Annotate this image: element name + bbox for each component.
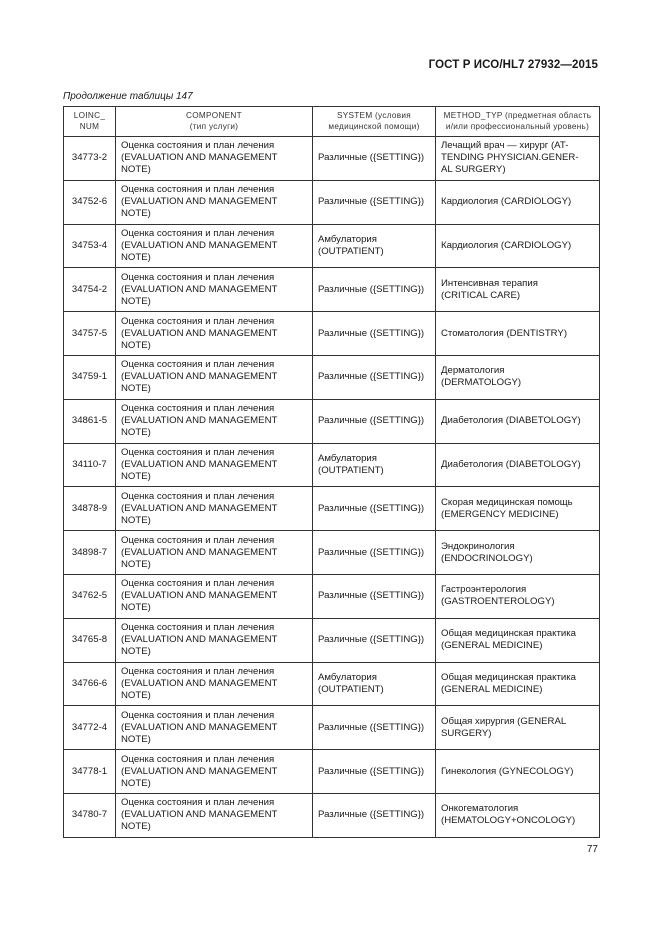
cell-component bbox=[116, 706, 313, 750]
cell-text-line: NOTE) bbox=[121, 470, 151, 482]
cell-text-line: Различные ({SETTING}) bbox=[318, 371, 425, 383]
table-row bbox=[64, 706, 600, 750]
cell-text-line: Оценка состояния и план лечения bbox=[121, 140, 275, 152]
cell-system bbox=[313, 574, 436, 618]
loinc-table bbox=[63, 106, 600, 838]
table-row bbox=[64, 531, 600, 575]
table-header-row bbox=[64, 107, 600, 137]
cell-text-line: (ENDOCRINOLOGY) bbox=[441, 552, 533, 564]
cell-text-line: Амбулатория bbox=[318, 671, 377, 683]
cell-text-line: Оценка состояния и план лечения bbox=[121, 227, 275, 239]
cell-text-line: Общая хирургия (GENERAL bbox=[441, 715, 567, 727]
cell-text-line: (EVALUATION AND MANAGEMENT bbox=[121, 502, 278, 514]
cell-text-line: (EMERGENCY MEDICINE) bbox=[441, 508, 559, 520]
cell-component bbox=[116, 268, 313, 312]
table-body bbox=[64, 137, 600, 838]
header-line: LOINC_ bbox=[73, 111, 106, 120]
cell-text-line: Различные ({SETTING}) bbox=[318, 502, 425, 514]
cell-text-line: Оценка состояния и план лечения bbox=[121, 446, 275, 458]
cell-text-line: (EVALUATION AND MANAGEMENT bbox=[121, 196, 278, 208]
cell-text-line: NOTE) bbox=[121, 821, 151, 833]
cell-text-line: NOTE) bbox=[121, 733, 151, 745]
cell-system bbox=[313, 750, 436, 794]
cell-component bbox=[116, 224, 313, 268]
cell-system bbox=[313, 399, 436, 443]
cell-text-line: Оценка состояния и план лечения bbox=[121, 665, 275, 677]
cell-loinc-num: 34898-7 bbox=[64, 531, 116, 575]
cell-text-line: Оценка состояния и план лечения bbox=[121, 709, 275, 721]
cell-text-line: SURGERY) bbox=[441, 727, 492, 739]
cell-text-line: NOTE) bbox=[121, 251, 151, 263]
cell-text-line: (EVALUATION AND MANAGEMENT bbox=[121, 546, 278, 558]
cell-method bbox=[436, 574, 600, 618]
cell-method bbox=[436, 618, 600, 662]
cell-component bbox=[116, 399, 313, 443]
cell-system bbox=[313, 312, 436, 356]
cell-method bbox=[436, 137, 600, 181]
cell-component bbox=[116, 574, 313, 618]
cell-text-line: NOTE) bbox=[121, 558, 151, 570]
table-row bbox=[64, 662, 600, 706]
cell-component bbox=[116, 137, 313, 181]
cell-text-line: Лечащий врач — хирург (AT- bbox=[441, 140, 569, 152]
table-row bbox=[64, 618, 600, 662]
cell-text-line: NOTE) bbox=[121, 383, 151, 395]
cell-text-line: Различные ({SETTING}) bbox=[318, 283, 425, 295]
cell-component bbox=[116, 312, 313, 356]
cell-text-line: Различные ({SETTING}) bbox=[318, 327, 425, 339]
cell-system bbox=[313, 443, 436, 487]
cell-system bbox=[313, 180, 436, 224]
cell-method bbox=[436, 750, 600, 794]
cell-text-line: TENDING PHYSICIAN.GENER- bbox=[441, 152, 579, 164]
cell-text-line: (EVALUATION AND MANAGEMENT bbox=[121, 283, 278, 295]
cell-loinc-num: 34772-4 bbox=[64, 706, 116, 750]
cell-text-line: (EVALUATION AND MANAGEMENT bbox=[121, 239, 278, 251]
cell-text-line: Оценка состояния и план лечения bbox=[121, 534, 275, 546]
cell-text-line: (GASTROENTEROLOGY) bbox=[441, 596, 555, 608]
cell-method bbox=[436, 224, 600, 268]
table-row bbox=[64, 180, 600, 224]
cell-component bbox=[116, 355, 313, 399]
column-header-component bbox=[116, 107, 313, 137]
cell-component bbox=[116, 793, 313, 837]
cell-system bbox=[313, 662, 436, 706]
cell-text-line: NOTE) bbox=[121, 208, 151, 220]
cell-text-line: Оценка состояния и план лечения bbox=[121, 403, 275, 415]
cell-text-line: (OUTPATIENT) bbox=[318, 683, 384, 695]
column-header-method-typ bbox=[436, 107, 600, 137]
cell-text-line: (EVALUATION AND MANAGEMENT bbox=[121, 765, 278, 777]
cell-text-line: AL SURGERY) bbox=[441, 164, 506, 176]
table-row bbox=[64, 443, 600, 487]
table-row bbox=[64, 399, 600, 443]
cell-text-line: Гастроэнтерология bbox=[441, 584, 527, 596]
cell-text-line: (EVALUATION AND MANAGEMENT bbox=[121, 458, 278, 470]
cell-method bbox=[436, 355, 600, 399]
cell-method bbox=[436, 662, 600, 706]
cell-text-line: (EVALUATION AND MANAGEMENT bbox=[121, 677, 278, 689]
cell-text-line: (OUTPATIENT) bbox=[318, 245, 384, 257]
cell-loinc-num: 34762-5 bbox=[64, 574, 116, 618]
header-line: медицинской помощи) bbox=[328, 121, 420, 131]
cell-loinc-num: 34778-1 bbox=[64, 750, 116, 794]
document-code: ГОСТ Р ИСО/HL7 27932—2015 bbox=[428, 59, 598, 71]
cell-text-line: (EVALUATION AND MANAGEMENT bbox=[121, 152, 278, 164]
cell-loinc-num: 34753-4 bbox=[64, 224, 116, 268]
cell-text-line: (DERMATOLOGY) bbox=[441, 377, 522, 389]
cell-method bbox=[436, 268, 600, 312]
cell-text-line: NOTE) bbox=[121, 427, 151, 439]
cell-text-line: Амбулатория bbox=[318, 452, 377, 464]
cell-text-line: Различные ({SETTING}) bbox=[318, 634, 425, 646]
cell-text-line: NOTE) bbox=[121, 646, 151, 658]
cell-loinc-num: 34765-8 bbox=[64, 618, 116, 662]
cell-text-line: NOTE) bbox=[121, 339, 151, 351]
table-row bbox=[64, 487, 600, 531]
cell-text-line: Оценка состояния и план лечения bbox=[121, 184, 275, 196]
cell-system bbox=[313, 355, 436, 399]
column-header-loinc-num bbox=[64, 107, 116, 137]
cell-text-line: (EVALUATION AND MANAGEMENT bbox=[121, 371, 278, 383]
table-row bbox=[64, 355, 600, 399]
cell-text-line: (EVALUATION AND MANAGEMENT bbox=[121, 634, 278, 646]
cell-system bbox=[313, 137, 436, 181]
cell-text-line: (HEMATOLOGY+ONCOLOGY) bbox=[441, 815, 576, 827]
cell-system bbox=[313, 531, 436, 575]
cell-loinc-num: 34878-9 bbox=[64, 487, 116, 531]
table-row bbox=[64, 574, 600, 618]
table-row bbox=[64, 137, 600, 181]
cell-text-line: Онкогематология bbox=[441, 803, 519, 815]
cell-component bbox=[116, 618, 313, 662]
cell-loinc-num: 34773-2 bbox=[64, 137, 116, 181]
header-line: METHOD_TYP (предметная область bbox=[443, 111, 592, 120]
cell-system bbox=[313, 487, 436, 531]
cell-text-line: Общая медицинская практика bbox=[441, 671, 576, 683]
cell-text-line: Оценка состояния и план лечения bbox=[121, 490, 275, 502]
cell-loinc-num: 34110-7 bbox=[64, 443, 116, 487]
cell-method bbox=[436, 531, 600, 575]
cell-text-line: Оценка состояния и план лечения bbox=[121, 359, 275, 371]
cell-text-line: Диабетология (DIABETOLOGY) bbox=[441, 415, 581, 427]
cell-loinc-num: 34780-7 bbox=[64, 793, 116, 837]
cell-text-line: Диабетология (DIABETOLOGY) bbox=[441, 458, 581, 470]
cell-component bbox=[116, 750, 313, 794]
cell-text-line: Эндокринология bbox=[441, 540, 515, 552]
cell-text-line: Оценка состояния и план лечения bbox=[121, 578, 275, 590]
page-number: 77 bbox=[586, 844, 598, 855]
cell-loinc-num: 34759-1 bbox=[64, 355, 116, 399]
cell-loinc-num: 34752-6 bbox=[64, 180, 116, 224]
cell-text-line: Различные ({SETTING}) bbox=[318, 721, 425, 733]
table-row bbox=[64, 793, 600, 837]
cell-method bbox=[436, 793, 600, 837]
cell-system bbox=[313, 706, 436, 750]
cell-component bbox=[116, 662, 313, 706]
cell-text-line: Различные ({SETTING}) bbox=[318, 809, 425, 821]
cell-text-line: Скорая медицинская помощь bbox=[441, 496, 573, 508]
cell-text-line: Оценка состояния и план лечения bbox=[121, 622, 275, 634]
cell-loinc-num: 34766-6 bbox=[64, 662, 116, 706]
header-line: (тип услуги) bbox=[189, 121, 239, 131]
cell-system bbox=[313, 618, 436, 662]
cell-loinc-num: 34754-2 bbox=[64, 268, 116, 312]
cell-text-line: (EVALUATION AND MANAGEMENT bbox=[121, 327, 278, 339]
cell-text-line: Оценка состояния и план лечения bbox=[121, 797, 275, 809]
cell-text-line: (GENERAL MEDICINE) bbox=[441, 683, 543, 695]
cell-text-line: Различные ({SETTING}) bbox=[318, 196, 425, 208]
cell-method bbox=[436, 399, 600, 443]
cell-text-line: Различные ({SETTING}) bbox=[318, 415, 425, 427]
cell-text-line: Интенсивная терапия bbox=[441, 277, 538, 289]
cell-method bbox=[436, 312, 600, 356]
cell-system bbox=[313, 224, 436, 268]
cell-text-line: (EVALUATION AND MANAGEMENT bbox=[121, 721, 278, 733]
cell-text-line: NOTE) bbox=[121, 164, 151, 176]
cell-text-line: NOTE) bbox=[121, 689, 151, 701]
cell-text-line: (OUTPATIENT) bbox=[318, 464, 384, 476]
cell-text-line: (CRITICAL CARE) bbox=[441, 289, 521, 301]
cell-component bbox=[116, 180, 313, 224]
header-line: SYSTEM (условия bbox=[336, 111, 412, 120]
cell-text-line: Различные ({SETTING}) bbox=[318, 546, 425, 558]
cell-text-line: Амбулатория bbox=[318, 233, 377, 245]
cell-text-line: (EVALUATION AND MANAGEMENT bbox=[121, 415, 278, 427]
cell-system bbox=[313, 793, 436, 837]
cell-text-line: (EVALUATION AND MANAGEMENT bbox=[121, 809, 278, 821]
cell-system bbox=[313, 268, 436, 312]
header-line: COMPONENT bbox=[186, 111, 242, 120]
header-line: и/или профессиональный уровень) bbox=[445, 121, 590, 131]
cell-text-line: NOTE) bbox=[121, 602, 151, 614]
cell-text-line: NOTE) bbox=[121, 514, 151, 526]
cell-method bbox=[436, 443, 600, 487]
cell-loinc-num: 34757-5 bbox=[64, 312, 116, 356]
cell-text-line: Оценка состояния и план лечения bbox=[121, 315, 275, 327]
cell-text-line: Гинекология (GYNECOLOGY) bbox=[441, 765, 574, 777]
cell-text-line: Различные ({SETTING}) bbox=[318, 152, 425, 164]
table-caption: Продолжение таблицы 147 bbox=[63, 91, 193, 102]
cell-text-line: (GENERAL MEDICINE) bbox=[441, 640, 543, 652]
cell-loinc-num: 34861-5 bbox=[64, 399, 116, 443]
cell-text-line: Оценка состояния и план лечения bbox=[121, 753, 275, 765]
cell-method bbox=[436, 706, 600, 750]
cell-text-line: (EVALUATION AND MANAGEMENT bbox=[121, 590, 278, 602]
cell-component bbox=[116, 443, 313, 487]
cell-method bbox=[436, 487, 600, 531]
cell-text-line: Оценка состояния и план лечения bbox=[121, 271, 275, 283]
cell-text-line: Дерматология bbox=[441, 365, 505, 377]
cell-text-line: Стоматология (DENTISTRY) bbox=[441, 327, 568, 339]
cell-text-line: NOTE) bbox=[121, 777, 151, 789]
cell-component bbox=[116, 531, 313, 575]
table-row bbox=[64, 224, 600, 268]
cell-text-line: Общая медицинская практика bbox=[441, 628, 576, 640]
header-line: NUM bbox=[79, 121, 100, 131]
cell-text-line: Различные ({SETTING}) bbox=[318, 590, 425, 602]
cell-component bbox=[116, 487, 313, 531]
cell-text-line: Различные ({SETTING}) bbox=[318, 765, 425, 777]
column-header-system bbox=[313, 107, 436, 137]
cell-method bbox=[436, 180, 600, 224]
cell-text-line: Кардиология (CARDIOLOGY) bbox=[441, 239, 572, 251]
table-row bbox=[64, 268, 600, 312]
cell-text-line: Кардиология (CARDIOLOGY) bbox=[441, 196, 572, 208]
table-row bbox=[64, 750, 600, 794]
table-row bbox=[64, 312, 600, 356]
cell-text-line: NOTE) bbox=[121, 295, 151, 307]
